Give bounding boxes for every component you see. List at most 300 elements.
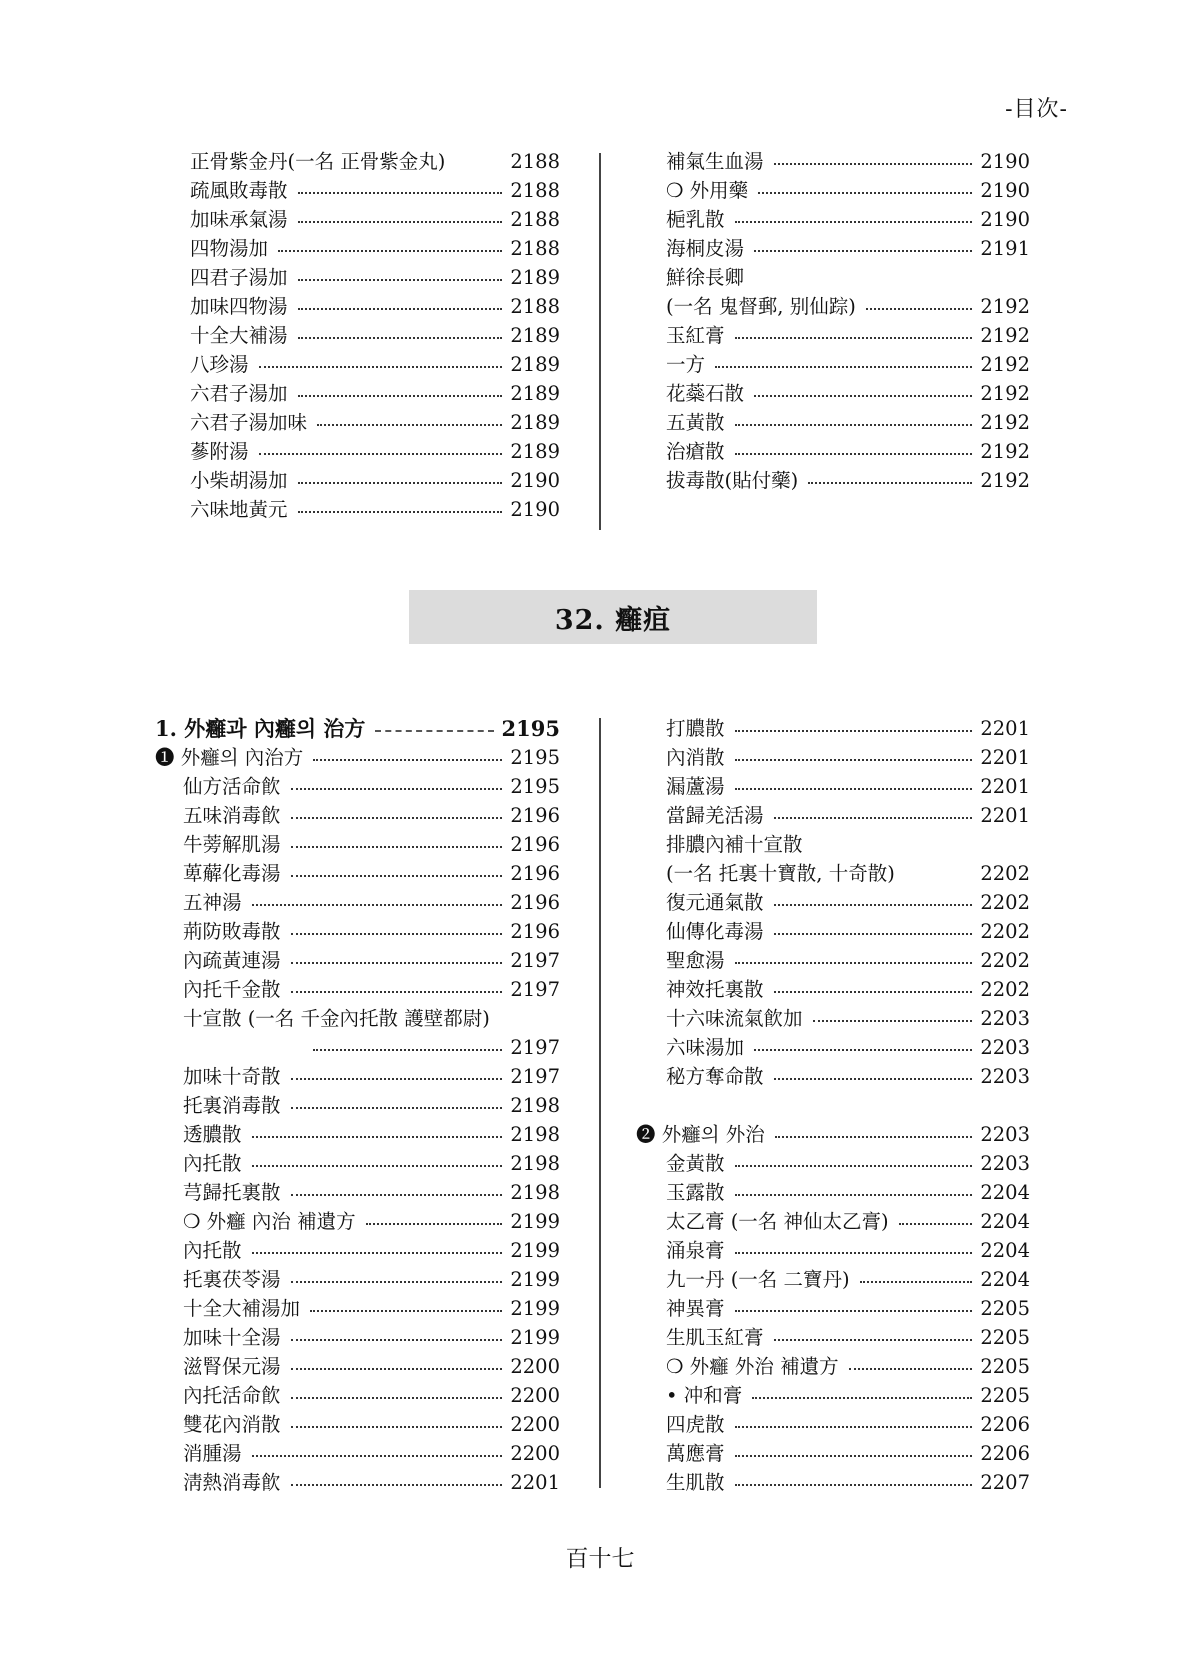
dot-leader [259, 452, 503, 455]
toc-entry-title: 疏風敗毒散 [190, 179, 288, 202]
toc-entry-title: 仙方活命飮 [183, 775, 281, 798]
dot-leader [291, 874, 503, 877]
dot-leader [775, 1135, 973, 1138]
toc-entry-title: 消腫湯 [183, 1442, 242, 1465]
toc-entry-title: 神效托裏散 [666, 978, 764, 1001]
toc-entry [636, 1120, 1030, 1149]
dot-leader [735, 336, 973, 339]
toc-entry-title: 內托活命飮 [183, 1384, 281, 1407]
toc-entry-title: 托裏茯苓湯 [183, 1268, 281, 1291]
toc-entry-page: 2196 [510, 833, 560, 856]
toc-entry-page: 2205 [980, 1326, 1030, 1349]
toc-entry-page: 2200 [510, 1355, 560, 1378]
toc-entry-page: 2192 [980, 382, 1030, 405]
dot-leader [774, 903, 973, 906]
toc-entry [636, 1149, 1030, 1178]
toc-entry-title: 萆薢化毒湯 [183, 862, 281, 885]
toc-entry-page: 2204 [980, 1181, 1030, 1204]
toc-entry-page: 2190 [980, 150, 1030, 173]
toc-entry-title: 蔘附湯 [190, 440, 249, 463]
toc-section-heading [155, 714, 560, 743]
toc-entry-page: 2204 [980, 1268, 1030, 1291]
toc-entry-title: 生肌玉紅膏 [666, 1326, 764, 1349]
toc-entry-title: 正骨紫金丹(一名 正骨紫金丸) [190, 150, 446, 173]
dot-leader [735, 787, 973, 790]
dot-leader [849, 1367, 973, 1370]
toc-entry [155, 1294, 560, 1323]
dot-leader [754, 1048, 972, 1051]
toc-entry [666, 437, 1030, 466]
toc-entry-title: 十全大補湯加 [183, 1297, 301, 1320]
dot-leader [291, 845, 503, 848]
toc-entry [636, 1468, 1030, 1497]
toc-entry-title: 內托千金散 [183, 978, 281, 1001]
toc-entry-title: 鮮徐長卿 [666, 266, 745, 289]
toc-entry-page: 2200 [510, 1384, 560, 1407]
column-divider-bottom [599, 718, 601, 1488]
toc-entry-page: 2188 [510, 179, 560, 202]
toc-entry-title: 仙傳化毒湯 [666, 920, 764, 943]
toc-entry-title: 五味消毒飮 [183, 804, 281, 827]
toc-entry-title: 太乙膏 (一名 神仙太乙膏) [666, 1210, 889, 1233]
toc-entry-page: 2192 [980, 411, 1030, 434]
toc-entry [190, 350, 560, 379]
dot-leader [774, 932, 973, 935]
toc-entry-title: 萬應膏 [666, 1442, 725, 1465]
dot-leader [808, 481, 972, 484]
dot-leader [455, 163, 502, 164]
toc-entry [190, 321, 560, 350]
toc-entry-title: ❍ 外用藥 [666, 179, 749, 202]
toc-entry-page: 2197 [510, 1036, 560, 1059]
toc-entry-page: 2198 [510, 1181, 560, 1204]
toc-entry-page: 2199 [510, 1239, 560, 1262]
toc-entry [666, 466, 1030, 495]
toc-entry [155, 1410, 560, 1439]
toc-entry-title: 五神湯 [183, 891, 242, 914]
dot-leader [298, 191, 503, 194]
toc-entry-page: 2196 [510, 920, 560, 943]
dot-leader [310, 1309, 502, 1312]
dot-leader [905, 875, 973, 876]
toc-entry [636, 1439, 1030, 1468]
dot-leader [752, 1396, 972, 1399]
dot-leader [758, 191, 972, 194]
toc-entry-title: 滋腎保元湯 [183, 1355, 281, 1378]
toc-entry-page: 2200 [510, 1413, 560, 1436]
toc-entry-title: 金黃散 [666, 1152, 725, 1175]
dot-leader [252, 1454, 503, 1457]
dot-leader [735, 729, 973, 732]
toc-entry [636, 975, 1030, 1004]
dot-leader [317, 423, 502, 426]
toc-entry-title: 拔毒散(貼付藥) [666, 469, 799, 492]
dot-leader [774, 1338, 973, 1341]
dot-leader [735, 1251, 973, 1254]
toc-entry-title: 透膿散 [183, 1123, 242, 1146]
toc-entry-page: 2190 [980, 208, 1030, 231]
dot-leader [735, 1425, 973, 1428]
toc-entry-title: • 冲和膏 [666, 1384, 743, 1407]
toc-entry [636, 1381, 1030, 1410]
dot-leader [291, 1338, 503, 1341]
chapter-title: 32. 癰疽 [409, 590, 817, 644]
dot-leader [735, 452, 973, 455]
toc-entry-page: 2192 [980, 469, 1030, 492]
toc-column-bottom-left [155, 714, 560, 1497]
toc-entry [190, 176, 560, 205]
dot-leader [252, 1135, 503, 1138]
toc-entry-title: 十全大補湯 [190, 324, 288, 347]
dot-leader [298, 220, 503, 223]
toc-entry [636, 859, 1030, 888]
dot-leader [252, 903, 503, 906]
toc-entry [155, 772, 560, 801]
dot-leader [715, 365, 972, 368]
toc-column-bottom-right [636, 714, 1030, 1497]
dot-leader [291, 1483, 503, 1486]
toc-entry-page: 2196 [510, 862, 560, 885]
toc-entry-page: 2201 [980, 746, 1030, 769]
toc-entry [636, 1410, 1030, 1439]
dot-leader [291, 1106, 503, 1109]
toc-entry [636, 1004, 1030, 1033]
toc-entry [636, 1033, 1030, 1062]
toc-entry-title: 排膿內補十宣散 [666, 833, 803, 856]
toc-entry-page: 2202 [980, 978, 1030, 1001]
toc-entry-page: 2189 [510, 353, 560, 376]
toc-entry-title: 梔乳散 [666, 208, 725, 231]
toc-entry [155, 975, 560, 1004]
dot-leader [259, 365, 503, 368]
toc-entry-title: 四虎散 [666, 1413, 725, 1436]
toc-entry-page: 2206 [980, 1442, 1030, 1465]
toc-entry-title: 補氣生血湯 [666, 150, 764, 173]
dot-leader [774, 990, 973, 993]
toc-entry-page: 2190 [510, 498, 560, 521]
dot-leader [313, 1048, 502, 1051]
toc-entry-page: 2195 [501, 716, 560, 741]
dot-leader [298, 510, 503, 513]
toc-entry [155, 1091, 560, 1120]
toc-entry-title: 復元通氣散 [666, 891, 764, 914]
dot-leader [866, 307, 973, 310]
toc-entry-title: 八珍湯 [190, 353, 249, 376]
dot-leader [735, 1164, 973, 1167]
toc-entry [636, 772, 1030, 801]
toc-entry-title: 生肌散 [666, 1471, 725, 1494]
toc-entry-title: 神異膏 [666, 1297, 725, 1320]
toc-entry [190, 408, 560, 437]
toc-entry [155, 1352, 560, 1381]
toc-entry-page: 2205 [980, 1355, 1030, 1378]
dot-leader [813, 846, 1022, 847]
dot-leader [735, 758, 973, 761]
dot-leader [291, 1280, 503, 1283]
toc-entry [190, 234, 560, 263]
toc-entry [636, 1352, 1030, 1381]
toc-entry [636, 1265, 1030, 1294]
dot-leader [291, 787, 503, 790]
dot-leader [735, 1483, 973, 1486]
dot-leader [252, 1251, 503, 1254]
toc-entry-title: ❍ 外癰 內治 補遺方 [183, 1210, 356, 1233]
toc-entry-page: 2199 [510, 1268, 560, 1291]
toc-entry-page: 2188 [510, 237, 560, 260]
toc-entry-title: 漏蘆湯 [666, 775, 725, 798]
toc-entry [190, 292, 560, 321]
dot-leader [754, 249, 972, 252]
toc-entry [666, 408, 1030, 437]
toc-entry-title: 玉紅膏 [666, 324, 725, 347]
dot-leader [278, 249, 502, 252]
toc-entry-page: 2203 [980, 1036, 1030, 1059]
section-gap [636, 1091, 1030, 1120]
toc-entry-title: 治瘡散 [666, 440, 725, 463]
toc-entry [636, 917, 1030, 946]
toc-entry-title: 加味十全湯 [183, 1326, 281, 1349]
toc-entry-title: 秘方奪命散 [666, 1065, 764, 1088]
toc-entry [155, 1033, 560, 1062]
dot-leader [774, 1077, 973, 1080]
toc-entry-page: 2203 [980, 1152, 1030, 1175]
toc-entry [636, 1323, 1030, 1352]
toc-entry [155, 1120, 560, 1149]
toc-entry-title: (一名 托裏十寶散, 十奇散) [666, 862, 895, 885]
toc-entry-page: 2207 [980, 1471, 1030, 1494]
toc-entry [636, 801, 1030, 830]
dot-leader [298, 336, 503, 339]
toc-entry [155, 1265, 560, 1294]
toc-entry-page: 2201 [980, 717, 1030, 740]
toc-entry [666, 321, 1030, 350]
dot-leader [291, 932, 503, 935]
toc-entry [155, 1207, 560, 1236]
toc-column-top-right [666, 147, 1030, 495]
toc-entry [666, 350, 1030, 379]
dot-leader [291, 1425, 503, 1428]
toc-entry [155, 1468, 560, 1497]
page-number: 百十七 [565, 1546, 635, 1572]
toc-entry-page: 2202 [980, 949, 1030, 972]
toc-entry [636, 743, 1030, 772]
toc-entry [190, 147, 560, 176]
dot-leader [860, 1280, 973, 1283]
toc-entry-page: 2192 [980, 324, 1030, 347]
toc-entry-page: 2192 [980, 353, 1030, 376]
toc-entry-title: 十六味流氣飮加 [666, 1007, 803, 1030]
toc-entry-page: 2197 [510, 978, 560, 1001]
toc-entry-page: 2199 [510, 1326, 560, 1349]
toc-entry [636, 1236, 1030, 1265]
toc-entry-title: ❍ 外癰 外治 補遺方 [666, 1355, 839, 1378]
toc-entry [666, 176, 1030, 205]
toc-entry-page: 2190 [510, 469, 560, 492]
toc-entry [155, 743, 560, 772]
toc-entry-page: 2200 [510, 1442, 560, 1465]
toc-entry [155, 859, 560, 888]
toc-entry-title: 打膿散 [666, 717, 725, 740]
toc-entry-page: 2201 [980, 775, 1030, 798]
dot-leader [291, 1367, 503, 1370]
toc-entry-page: 2202 [980, 920, 1030, 943]
toc-entry [190, 437, 560, 466]
toc-entry-title: 聖愈湯 [666, 949, 725, 972]
toc-entry-page: 2197 [510, 1065, 560, 1088]
toc-entry-page: 2188 [510, 295, 560, 318]
toc-entry [190, 466, 560, 495]
toc-entry-page: 2198 [510, 1123, 560, 1146]
toc-entry-title: ❶ 外癰의 內治方 [155, 746, 304, 769]
toc-entry-title: 花蘂石散 [666, 382, 745, 405]
dot-leader [366, 1222, 503, 1225]
dot-leader [291, 961, 503, 964]
toc-entry [666, 263, 1030, 292]
toc-entry [636, 1062, 1030, 1091]
toc-entry-page: 2189 [510, 324, 560, 347]
dot-leader [754, 279, 1022, 280]
dot-leader [813, 1019, 973, 1022]
toc-entry-page: 2201 [510, 1471, 560, 1494]
toc-entry-page: 2197 [510, 949, 560, 972]
toc-entry [666, 292, 1030, 321]
toc-entry-title: 內托散 [183, 1239, 242, 1262]
toc-entry-page: 2196 [510, 891, 560, 914]
dot-leader [298, 481, 503, 484]
toc-entry [155, 830, 560, 859]
toc-entry-page: 2191 [980, 237, 1030, 260]
dot-leader [735, 1454, 973, 1457]
toc-entry [155, 888, 560, 917]
toc-entry-title: 四君子湯加 [190, 266, 288, 289]
toc-entry-page: 2198 [510, 1094, 560, 1117]
dot-leader [291, 1193, 503, 1196]
toc-entry-page: 2204 [980, 1239, 1030, 1262]
toc-entry-title: 六味湯加 [666, 1036, 745, 1059]
toc-entry-title: 小柴胡湯加 [190, 469, 288, 492]
toc-entry [666, 205, 1030, 234]
toc-entry-page: 2203 [980, 1007, 1030, 1030]
dot-leader [252, 1164, 503, 1167]
toc-entry-page: 2188 [510, 208, 560, 231]
dot-leader [375, 729, 493, 732]
toc-entry-title: 十宣散 (一名 千金內托散 護壁都尉) [183, 1007, 490, 1030]
toc-entry-title: 雙花內消散 [183, 1413, 281, 1436]
toc-entry [636, 830, 1030, 859]
dot-leader [754, 394, 972, 397]
toc-entry-page: 2189 [510, 382, 560, 405]
toc-entry-page: 2190 [980, 179, 1030, 202]
toc-entry [155, 1439, 560, 1468]
dot-leader [735, 961, 973, 964]
toc-entry-page: 2204 [980, 1210, 1030, 1233]
toc-entry-title: 加味四物湯 [190, 295, 288, 318]
toc-entry-page: 2189 [510, 411, 560, 434]
toc-entry-title: 托裏消毒散 [183, 1094, 281, 1117]
dot-leader [291, 1396, 503, 1399]
toc-entry-page: 2195 [510, 746, 560, 769]
toc-entry [666, 234, 1030, 263]
toc-entry [636, 714, 1030, 743]
dot-leader [899, 1222, 973, 1225]
toc-entry-title: 四物湯加 [190, 237, 269, 260]
toc-entry-page: 2198 [510, 1152, 560, 1175]
toc-entry [190, 263, 560, 292]
dot-leader [735, 1309, 973, 1312]
dot-leader [298, 278, 503, 281]
dot-leader [735, 423, 973, 426]
toc-entry-page: 2192 [980, 295, 1030, 318]
toc-entry-title: 玉露散 [666, 1181, 725, 1204]
toc-entry-title: 內消散 [666, 746, 725, 769]
dot-leader [735, 220, 973, 223]
dot-leader [291, 816, 503, 819]
toc-entry-title: 荊防敗毒散 [183, 920, 281, 943]
toc-entry-title: (一名 鬼督郵, 别仙踪) [666, 295, 856, 318]
toc-entry-title: 芎歸托裏散 [183, 1181, 281, 1204]
toc-entry-title: 當歸羌活湯 [666, 804, 764, 827]
toc-entry-page: 2188 [510, 150, 560, 173]
toc-entry-page: 2196 [510, 804, 560, 827]
toc-entry-title: 一方 [666, 353, 706, 376]
toc-entry-title: 牛蒡解肌湯 [183, 833, 281, 856]
toc-entry-title: 加味十奇散 [183, 1065, 281, 1088]
toc-entry-page: 2189 [510, 440, 560, 463]
toc-entry-page: 2202 [980, 891, 1030, 914]
column-divider-top [599, 153, 601, 530]
toc-entry-page: 2201 [980, 804, 1030, 827]
dot-leader [313, 758, 502, 761]
toc-entry [666, 379, 1030, 408]
toc-entry [155, 1004, 560, 1033]
toc-entry [636, 1207, 1030, 1236]
toc-entry-title: 1. 外癰과 內癰의 治方 [155, 716, 366, 741]
toc-entry [155, 1062, 560, 1091]
toc-entry-title: 五黃散 [666, 411, 725, 434]
toc-entry [155, 946, 560, 975]
toc-entry-title: 海桐皮湯 [666, 237, 745, 260]
toc-entry-title: 淸熱消毒飮 [183, 1471, 281, 1494]
dot-leader [774, 162, 973, 165]
toc-entry-title: ❷ 外癰의 外治 [636, 1123, 765, 1146]
toc-column-top-left [190, 147, 560, 524]
dot-leader [774, 816, 973, 819]
toc-entry [155, 1236, 560, 1265]
running-head: -目次- [1005, 97, 1068, 122]
toc-entry-page: 2199 [510, 1297, 560, 1320]
toc-entry [155, 1149, 560, 1178]
dot-leader [298, 307, 503, 310]
toc-entry-page: 2206 [980, 1413, 1030, 1436]
toc-entry [636, 888, 1030, 917]
toc-entry-page: 2202 [980, 862, 1030, 885]
toc-entry [190, 205, 560, 234]
toc-entry-title: 加味承氣湯 [190, 208, 288, 231]
toc-entry-title: 內托散 [183, 1152, 242, 1175]
toc-entry-title: 九一丹 (一名 二寶丹) [666, 1268, 850, 1291]
toc-entry-page: 2205 [980, 1384, 1030, 1407]
toc-entry-page: 2189 [510, 266, 560, 289]
toc-entry-title: 六味地黃元 [190, 498, 288, 521]
toc-entry [190, 495, 560, 524]
toc-entry [155, 801, 560, 830]
toc-entry-page: 2192 [980, 440, 1030, 463]
toc-entry [636, 1294, 1030, 1323]
toc-entry-page: 2203 [980, 1065, 1030, 1088]
toc-entry [636, 1178, 1030, 1207]
dot-leader [291, 1077, 503, 1080]
toc-entry [155, 917, 560, 946]
